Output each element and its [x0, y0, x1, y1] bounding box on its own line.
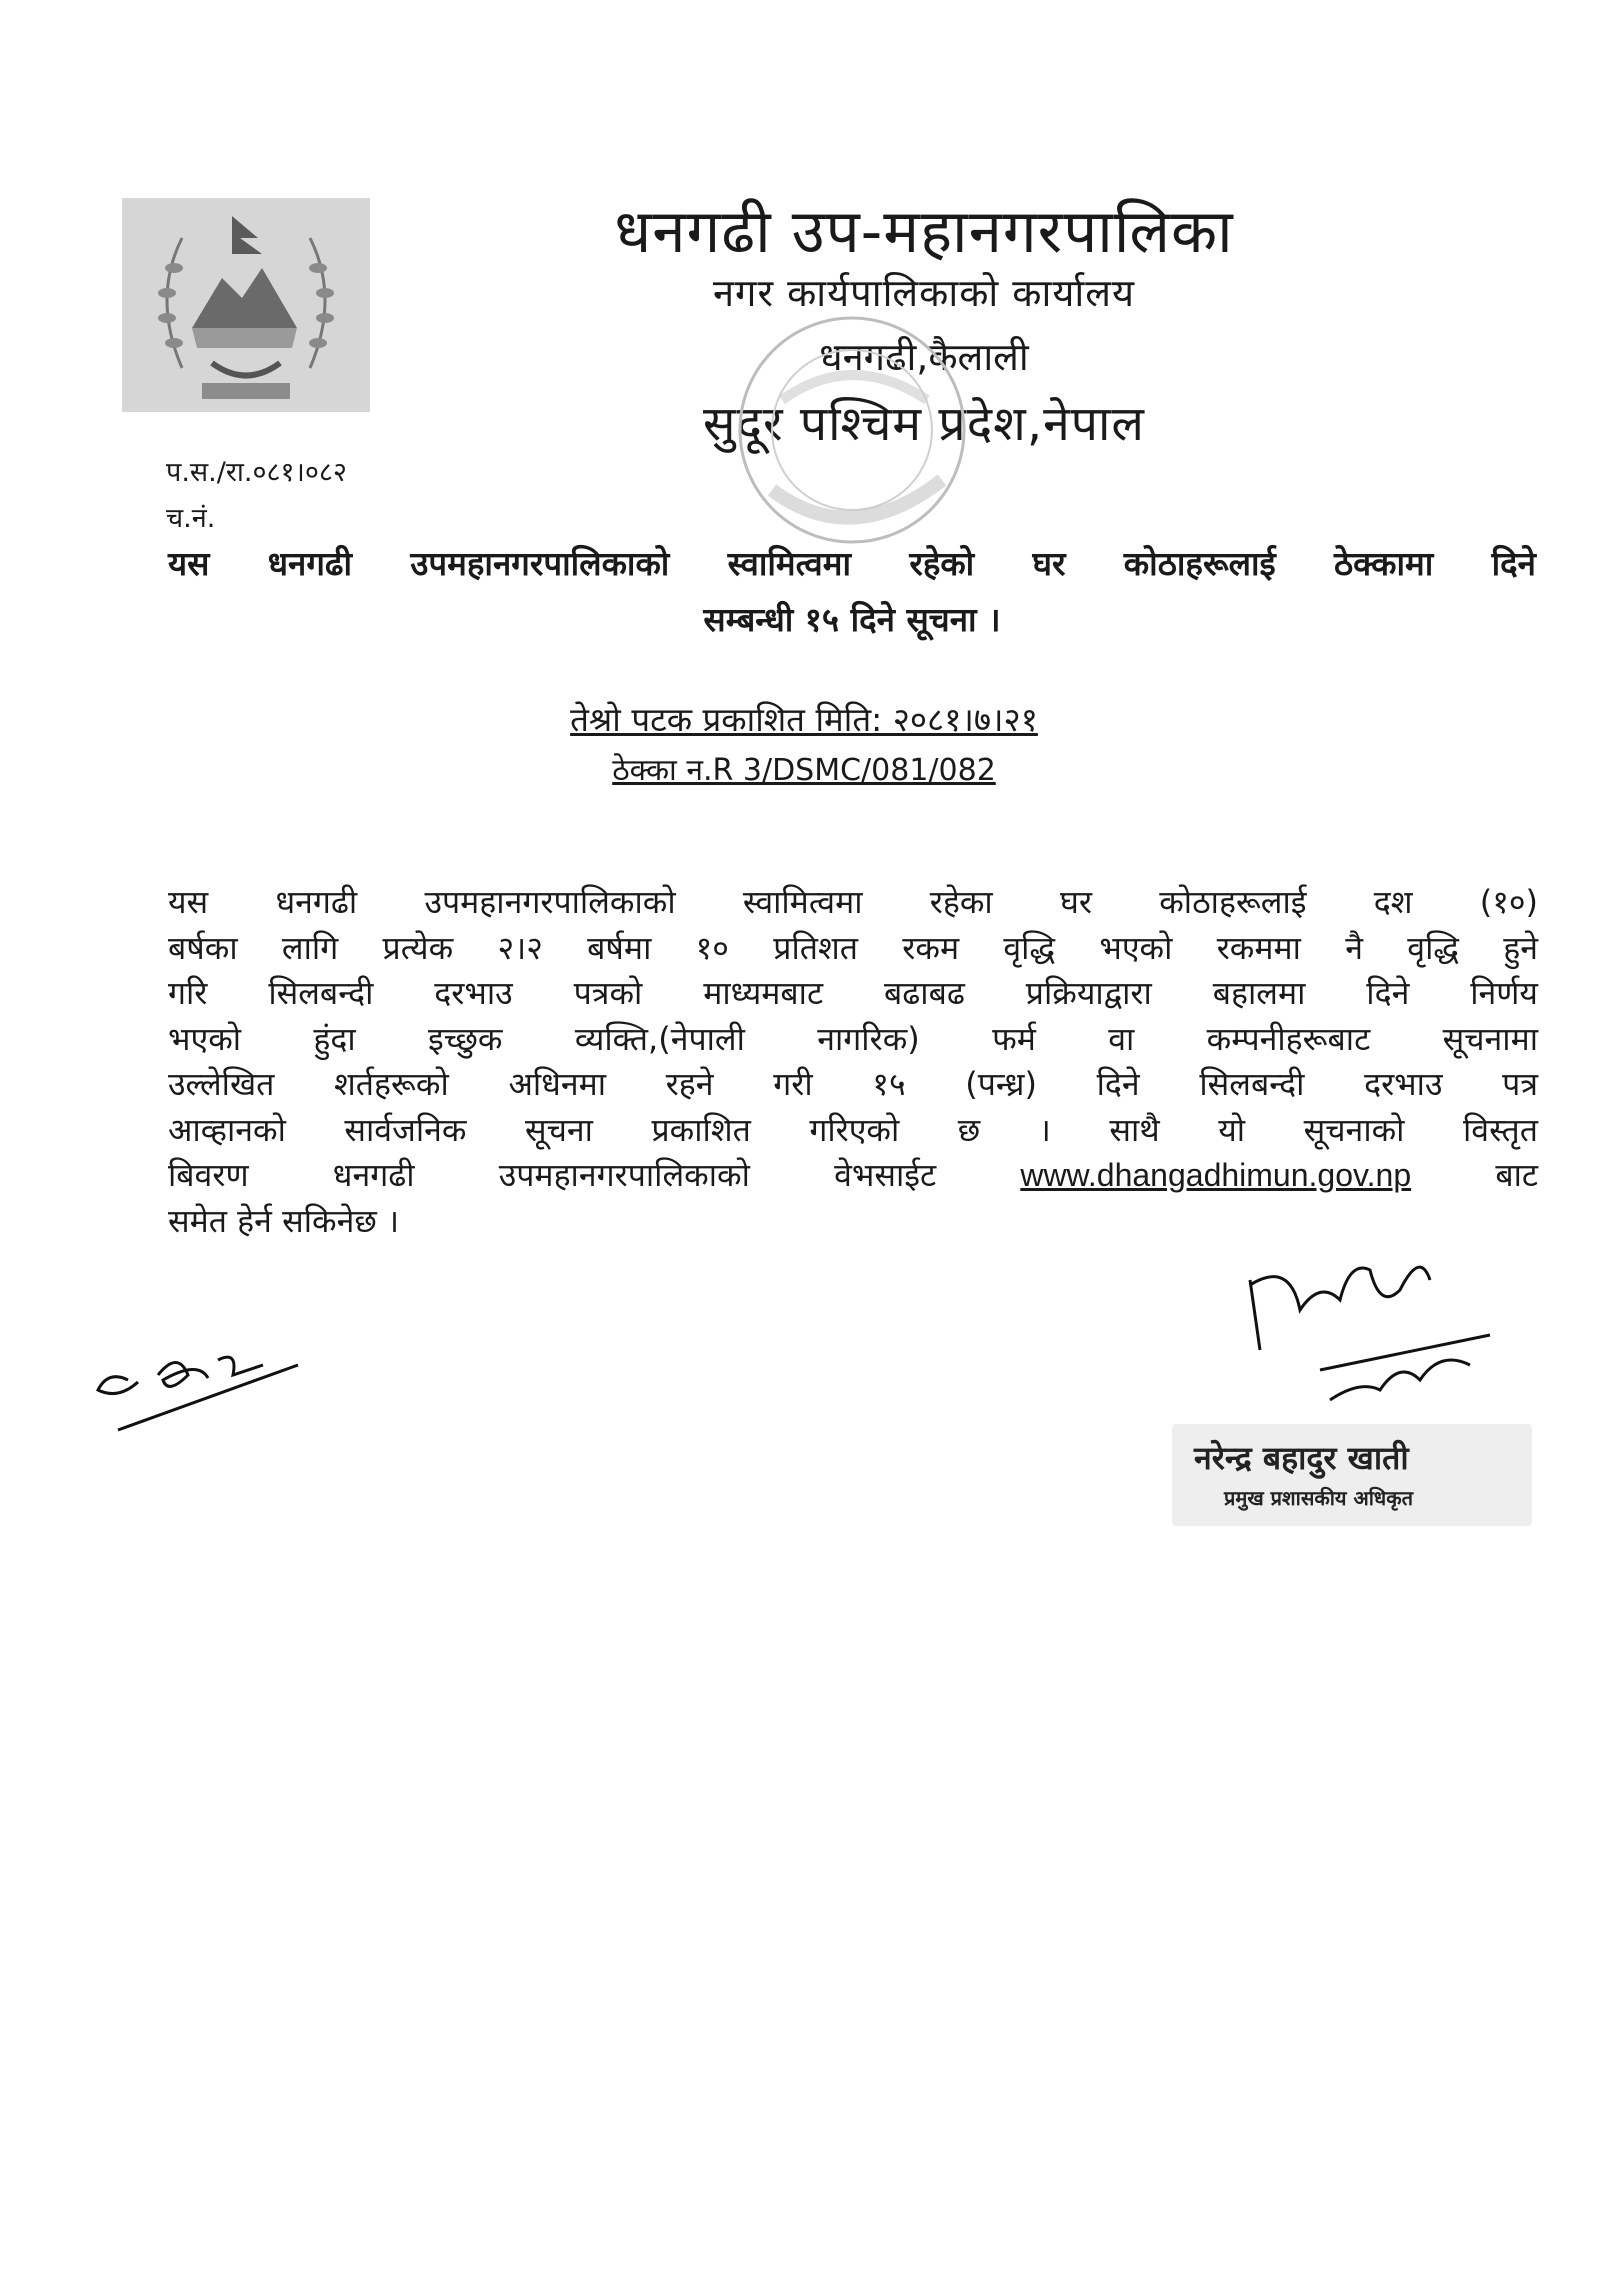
office-location: धनगढी,कैलाली: [819, 335, 1029, 379]
publication-date: [0, 696, 1608, 741]
officer-title: प्रमुख प्रशासकीय अधिकृत: [1224, 1486, 1413, 1510]
officer-stamp: [1172, 1424, 1532, 1526]
province-name: सुदूर पश्चिम प्रदेश,नेपाल: [703, 396, 1145, 452]
seal-icon: [712, 280, 992, 560]
officer-signature: [1230, 1240, 1500, 1430]
body-line: गरि सिलबन्दी दरभाउ पत्रको माध्यमबाट बढाबढ प्रक्रियाद्वारा बहालमा दिने निर्णय: [168, 974, 1538, 1012]
body-line: भएको हुंदा इच्छुक व्यक्ति,(नेपाली नागरिक) फर्म वा कम्पनीहरूबाट सूचनामा: [168, 1019, 1538, 1058]
organization-name: धनगढी उप-महानगरपालिका: [614, 197, 1234, 267]
handwritten-signature-icon: [1230, 1240, 1500, 1430]
office-stamp: [712, 280, 992, 560]
notice-body: [168, 880, 1538, 1244]
contract-number-text: ठेक्का न.R 3/DSMC/081/082: [612, 753, 996, 788]
officer-name: नरेन्द्र बहादुर खाती: [1194, 1439, 1409, 1477]
body-line-prefix: बिवरण धनगढी उपमहानगरपालिकाको वेभसाईट: [168, 1156, 937, 1194]
office-name: नगर कार्यपालिकाको कार्यालय: [712, 271, 1136, 315]
handwritten-signature-icon: [88, 1320, 328, 1450]
body-line: यस धनगढी उपमहानगरपालिकाको स्वामित्वमा रहेका घर कोठाहरूलाई दश (१०): [168, 883, 1538, 921]
publication-date-text: तेश्रो पटक प्रकाशित मिति: २०८१।७।२१: [570, 700, 1038, 739]
subject-line-2: सम्बन्धी १५ दिने सूचना ।: [703, 600, 1001, 639]
subject-line-1: यस धनगढी उपमहानगरपालिकाको स्वामित्वमा रहेको घर कोठाहरूलाई ठेक्कामा दिने: [168, 544, 1536, 583]
body-line: समेत हेर्न सकिनेछ ।: [168, 1201, 400, 1240]
body-line: बर्षका लागि प्रत्येक २।२ बर्षमा १० प्रतिशत रकम वृद्धि भएको रकममा नै वृद्धि हुने: [168, 928, 1538, 967]
body-line-website: [168, 1153, 1538, 1199]
body-line: उल्लेखित शर्तहरूको अधिनमा रहने गरी १५ (पन्ध्र) दिने सिलबन्दी दरभाउ पत्र: [168, 1065, 1538, 1103]
body-line: आव्हानको सार्वजनिक सूचना प्रकाशित गरिएको छ । साथै यो सूचनाको विस्तृत: [168, 1110, 1538, 1149]
dispatch-number: च.नं.: [166, 503, 216, 534]
contract-number: [0, 748, 1608, 789]
body-line-suffix: बाट: [1495, 1156, 1539, 1194]
initials-signature: [88, 1320, 328, 1450]
reference-number: प.स./रा.०८१।०८२: [166, 457, 347, 488]
website-link[interactable]: www.dhangadhimun.gov.np: [1020, 1157, 1412, 1193]
